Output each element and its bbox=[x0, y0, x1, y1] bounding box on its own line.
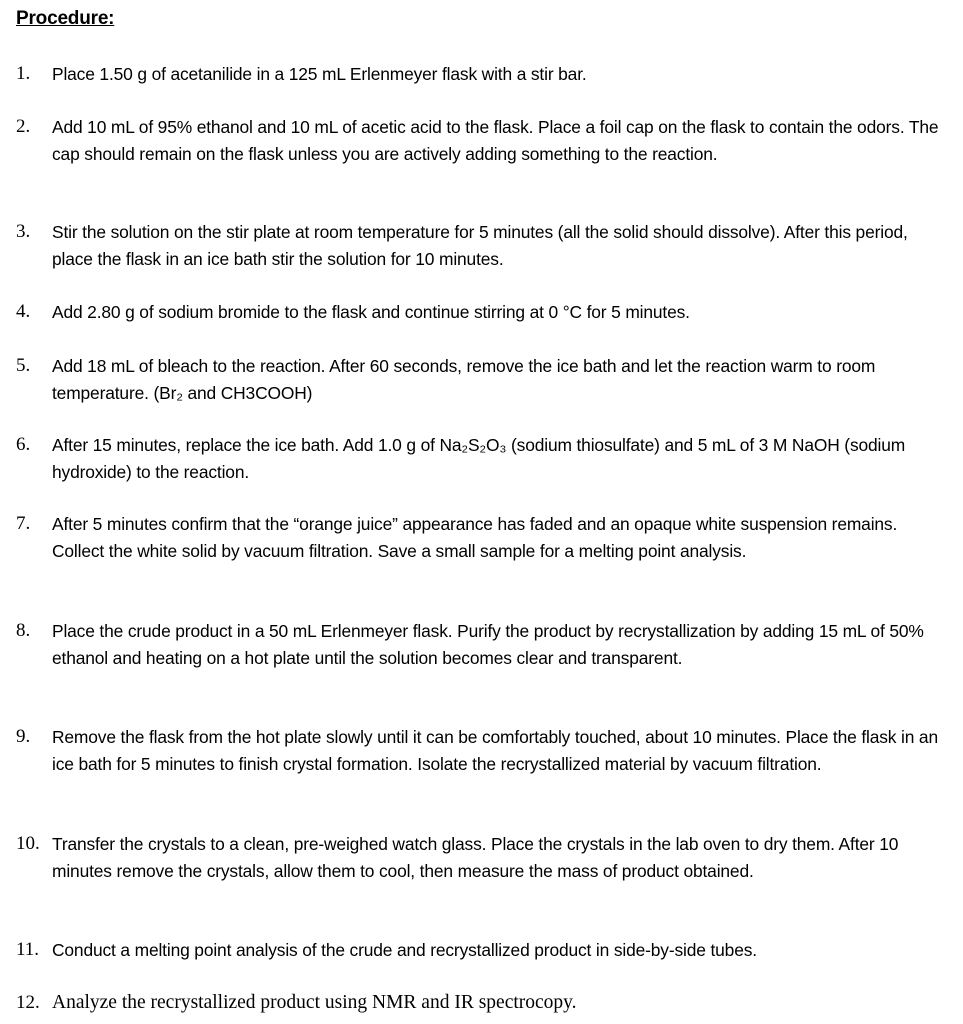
step-text: Analyze the recrystallized product using NMR and IR spectrocopy. bbox=[52, 992, 577, 1013]
step-text: Place the crude product in a 50 mL Erlenmeyer flask. Purify the product by recrystallization by adding 15 mL of 50% ethanol and heating on a hot plate until the solution becomes clear and transparent. bbox=[52, 621, 924, 668]
step-text: Remove the flask from the hot plate slowly until it can be comfortably touched, about 10 minutes. Place the flask in an ice bath for 5 minutes to finish crystal formation. Isolate the recrystallized material by vacuum filtration. bbox=[52, 727, 938, 774]
step-text: After 15 minutes, replace the ice bath. Add 1.0 g of Na₂S₂O₃ (sodium thiosulfate) and 5 mL of 3 M NaOH (sodium hydroxide) to the reaction. bbox=[52, 435, 906, 482]
step-number: 11. bbox=[16, 939, 40, 960]
step-number: 8. bbox=[16, 620, 31, 641]
step-text: Stir the solution on the stir plate at room temperature for 5 minutes (all the solid should dissolve). After this period, place the flask in an ice bath stir the solution for 10 minutes. bbox=[52, 222, 908, 269]
step-number: 5. bbox=[16, 355, 31, 376]
step-text: Conduct a melting point analysis of the crude and recrystallized product in side-by-side tubes. bbox=[52, 940, 757, 960]
step-number: 12. bbox=[16, 992, 40, 1013]
step-text: Add 18 mL of bleach to the reaction. After 60 seconds, remove the ice bath and let the reaction warm to room temperature. (Br₂ and CH3COOH) bbox=[52, 356, 876, 403]
step-text: Add 10 mL of 95% ethanol and 10 mL of acetic acid to the flask. Place a foil cap on the flask to contain the odors. The cap should remain on the flask unless you are actively adding something to the reaction. bbox=[52, 117, 939, 164]
step-text: Add 2.80 g of sodium bromide to the flask and continue stirring at 0 °C for 5 minutes. bbox=[52, 302, 690, 322]
step-number: 2. bbox=[16, 116, 31, 137]
step-number: 1. bbox=[16, 63, 31, 84]
procedure-heading: Procedure: bbox=[16, 8, 115, 29]
step-text: Place 1.50 g of acetanilide in a 125 mL Erlenmeyer flask with a stir bar. bbox=[52, 64, 587, 84]
step-number: 10. bbox=[16, 833, 40, 854]
step-number: 9. bbox=[16, 726, 31, 747]
step-text: Transfer the crystals to a clean, pre-weighed watch glass. Place the crystals in the lab oven to dry them. After 10 minutes remove the crystals, allow them to cool, then measure the mass of product obtained. bbox=[52, 834, 899, 881]
step-number: 6. bbox=[16, 434, 31, 455]
step-number: 3. bbox=[16, 221, 31, 242]
step-number: 7. bbox=[16, 513, 31, 534]
step-text: After 5 minutes confirm that the “orange juice” appearance has faded and an opaque white suspension remains. Collect the white solid by vacuum filtration. Save a small sample for a melting point analysis. bbox=[52, 514, 898, 561]
step-number: 4. bbox=[16, 301, 31, 322]
